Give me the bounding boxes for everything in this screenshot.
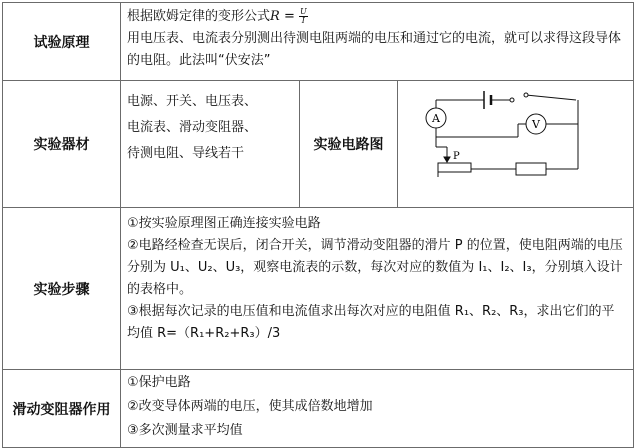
slider-arrow [444, 157, 450, 162]
principle-line1-prefix: 根据欧姆定律的变形公式 [127, 9, 271, 24]
label-principle: 试验原理 [3, 3, 121, 81]
label-circuit-diagram: 实验电路图 [300, 81, 398, 208]
circuit-diagram [398, 81, 634, 203]
content-principle [121, 3, 634, 81]
formula-lhs: R [270, 9, 280, 24]
row-rheostat [3, 370, 634, 448]
row-equipment [3, 81, 634, 208]
switch-left-contact [510, 98, 514, 102]
slider-symbol: P [453, 151, 460, 162]
content-equipment [121, 81, 300, 208]
switch-lever [526, 95, 576, 100]
rheostat-item-2: ②改变导体两端的电压，使其成倍数地增加 [127, 399, 373, 414]
resistor-rect [516, 163, 546, 175]
principle-line2: 用电压表、电流表分别测出待测电阻两端的电压和通过它的电流，就可以求得这段导体的电阻。此法叫“伏安法” [127, 31, 622, 68]
switch-pivot [524, 93, 528, 97]
rheostat-item-1: ①保护电路 [127, 375, 191, 390]
row-steps [3, 208, 634, 370]
formula-numerator: U [299, 7, 307, 16]
ammeter-symbol: A [432, 112, 440, 125]
experiment-table [2, 2, 634, 448]
label-rheostat: 滑动变阻器作用 [3, 370, 121, 448]
rheostat-rect [438, 163, 471, 172]
rheostat-item-3: ③多次测量求平均值 [127, 423, 243, 438]
equipment-line3: 待测电阻、导线若干 [127, 146, 245, 161]
content-rheostat [121, 370, 634, 448]
row-principle [3, 3, 634, 81]
formula-eq: = [279, 9, 299, 24]
principle-line1 [127, 6, 627, 28]
circuit-diagram-cell [398, 81, 634, 208]
label-equipment: 实验器材 [3, 81, 121, 208]
formula-fraction [299, 8, 308, 25]
label-steps: 实验步骤 [3, 208, 121, 370]
step-3: ③根据每次记录的电压值和电流值求出每次对应的电阻值 R₁、R₂、R₃，求出它们的平均值 R=（R₁+R₂+R₃）/3 [127, 304, 615, 341]
step-2: ②电路经检查无误后，闭合开关，调节滑动变阻器的滑片 P 的位置，使电阻两端的电压分别为 U₁、U₂、U₃，观察电流表的示数，每次对应的数值为 I₁、I₂、I₃，分别填入设计的表格中。 [127, 238, 623, 297]
voltmeter-symbol: V [532, 118, 540, 131]
equipment-line2: 电流表、滑动变阻器、 [127, 120, 258, 135]
step-1: ①按实验原理图正确连接实验电路 [127, 216, 321, 231]
equipment-line1: 电源、开关、电压表、 [127, 94, 258, 109]
content-steps [121, 208, 634, 370]
formula-denominator: I [301, 16, 305, 25]
